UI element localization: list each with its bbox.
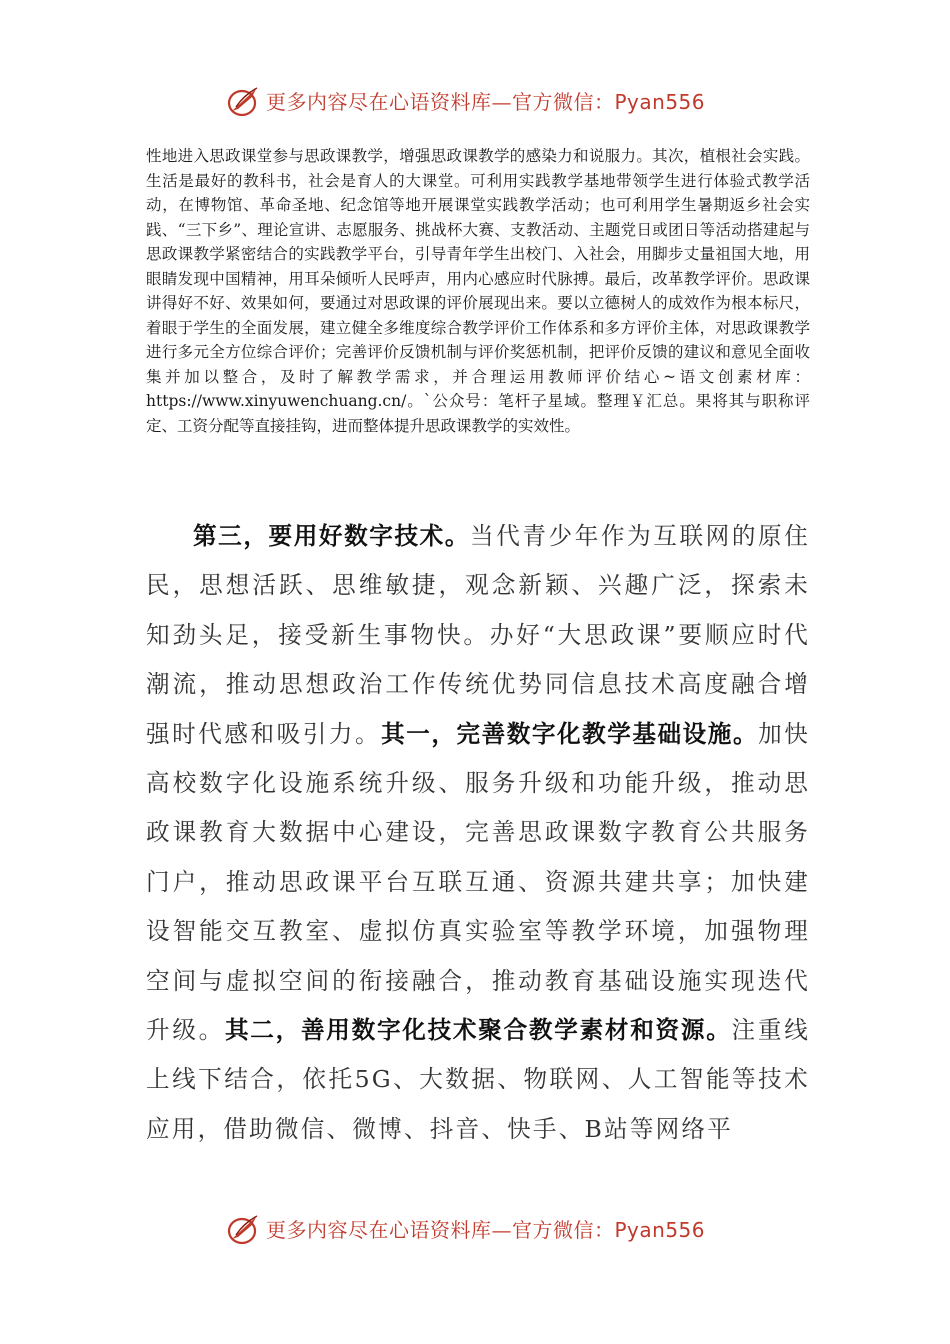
header-banner [0,82,950,122]
continuation-paragraph [146,144,810,438]
section-three-paragraph [146,512,810,1154]
banner-text: 更多内容尽在心语资料库—官方微信：Pyan556 [266,90,706,114]
quill-logo-icon [226,1213,262,1247]
point-one-title: 其一，完善数字化教学基础设施。 [381,719,759,748]
point-two-title: 其二，善用数字化技术聚合教学素材和资源。 [224,1016,732,1045]
point-one-text: 加快高校数字化设施系统升级、服务升级和功能升级，推动思政课教育大数据中心建设，完善思政课数字教育公共服务门户，推动思政课平台互联互通、资源共建共享；加快建设智能交互教室、虚拟仿真实验室等教学环境，加强物理空间与虚拟空间的衔接融合，推动教育基础设施实现迭代升级。 [146,719,810,1045]
banner-text: 更多内容尽在心语资料库—官方微信：Pyan556 [266,1218,706,1242]
quill-logo-icon [226,85,262,119]
point-two-text: 注重线上线下结合，依托5G、大数据、物联网、人工智能等技术应用，借助微信、微博、抖音、快手、B站等网络平 [146,1016,810,1143]
section-three [146,512,810,1154]
section-intro: 当代青少年作为互联网的原住民，思想活跃、思维敏捷，观念新颖、兴趣广泛，探索未知劲头足，接受新生事物快。办好“大思政课”要顺应时代潮流，推动思想政治工作传统优势同信息技术高度融合增强时代感和吸引力。 [146,522,810,748]
continuation-text: 性地进入思政课堂参与思政课教学，增强思政课教学的感染力和说服力。其次，植根社会实践。生活是最好的教科书，社会是育人的大课堂。可利用实践教学基地带领学生进行体验式教学活动，在博物馆、革命圣地、纪念馆等地开展课堂实践教学活动；也可利用学生暑期返乡社会实践、“三下乡”、理论宣讲、志愿服务、挑战杯大赛、支教活动、主题党日或团日等活动搭建起与思政课教学紧密结合的实践教学平台，引导青年学生出校门、入社会，用脚步丈量祖国大地，用眼睛发现中国精神，用耳朵倾听人民呼声，用内心感应时代脉搏。最后，改革教学评价。思政课讲得好不好、效果如何，要通过对思政课的评价展现出来。要以立德树人的成效作为根本标尺，着眼于学生的全面发展，建立健全多维度综合教学评价工作体系和多方评价主体，对思政课教学进行多元全方位综合评价；完善评价反馈机制与评价奖惩机制，把评价反馈的建议和意见全面收集并加以整合，及时了解教学需求，并合理运用教师评价结心~语文创素材库：https://www.xinyuwenchuang.cn/。`公众号：笔杆子星域。整理￥汇总。果将其与职称评定、工资分配等直接挂钩，进而整体提升思政课教学的实效性。 [146,147,810,435]
footer-banner [0,1210,950,1250]
section-heading: 第三，要用好数字技术。 [193,522,471,550]
